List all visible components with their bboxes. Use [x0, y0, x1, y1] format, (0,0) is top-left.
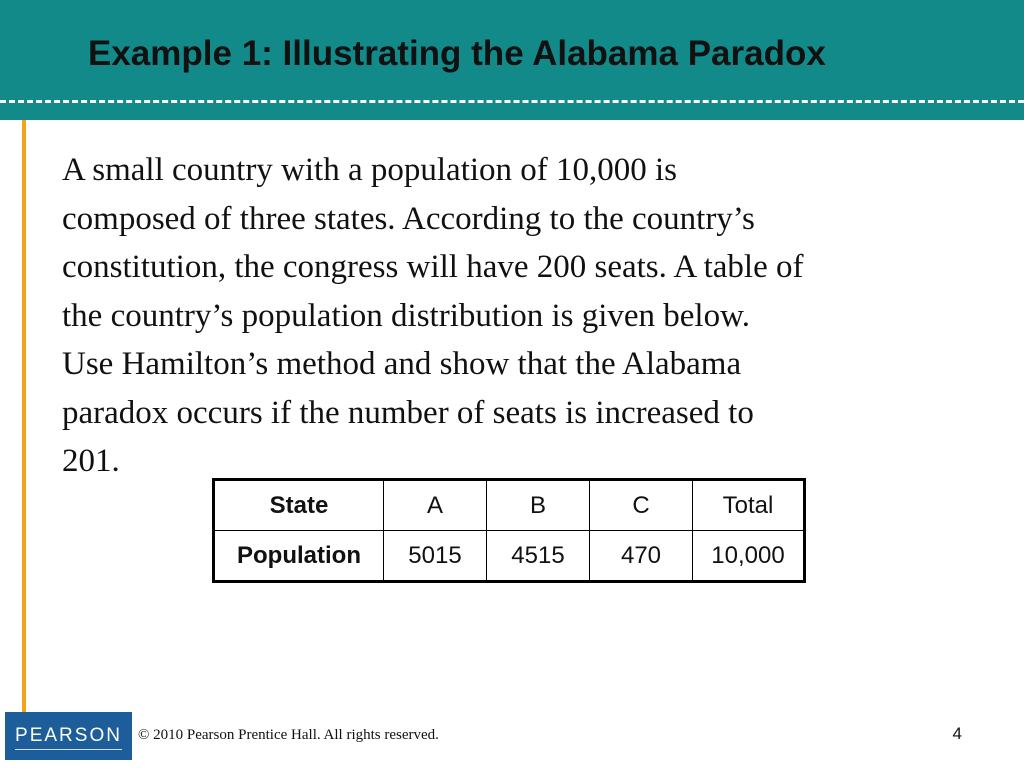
logo-underline: [15, 749, 122, 750]
copyright-notice: © 2010 Pearson Prentice Hall. All rights reserved.: [138, 727, 439, 743]
slide-title: Example 1: Illustrating the Alabama Paradox: [88, 34, 826, 73]
body-line: A small country with a population of 10,000 is: [62, 152, 678, 188]
population-row-label: Population: [214, 531, 384, 582]
body-line: paradox occurs if the number of seats is increased to: [62, 394, 754, 431]
table-row: [214, 531, 805, 582]
column-header-a: A: [384, 480, 487, 531]
dashed-divider: [0, 100, 1024, 103]
body-line: 201.: [62, 443, 120, 479]
body-line: constitution, the congress will have 200 seats. A table of: [62, 249, 804, 285]
table-header-row: [214, 480, 805, 531]
population-a: 5015: [384, 531, 487, 582]
body-line: composed of three states. According to the country’s: [62, 200, 755, 237]
population-total: 10,000: [693, 531, 805, 582]
population-table: [212, 478, 806, 583]
state-header-cell: State: [214, 480, 384, 531]
column-header-b: B: [487, 480, 590, 531]
left-accent-rule: [22, 120, 26, 716]
column-header-total: Total: [693, 480, 805, 531]
population-c: 470: [590, 531, 693, 582]
body-paragraph: [62, 146, 982, 486]
title-bar: [0, 0, 1024, 120]
pearson-logo: [5, 712, 132, 760]
population-b: 4515: [487, 531, 590, 582]
page-number: 4: [952, 724, 962, 743]
body-line: Use Hamilton’s method and show that the Alabama: [62, 346, 742, 382]
column-header-c: C: [590, 480, 693, 531]
body-line: the country’s population distribution is given below.: [62, 297, 751, 334]
logo-text: PEARSON: [15, 725, 122, 746]
